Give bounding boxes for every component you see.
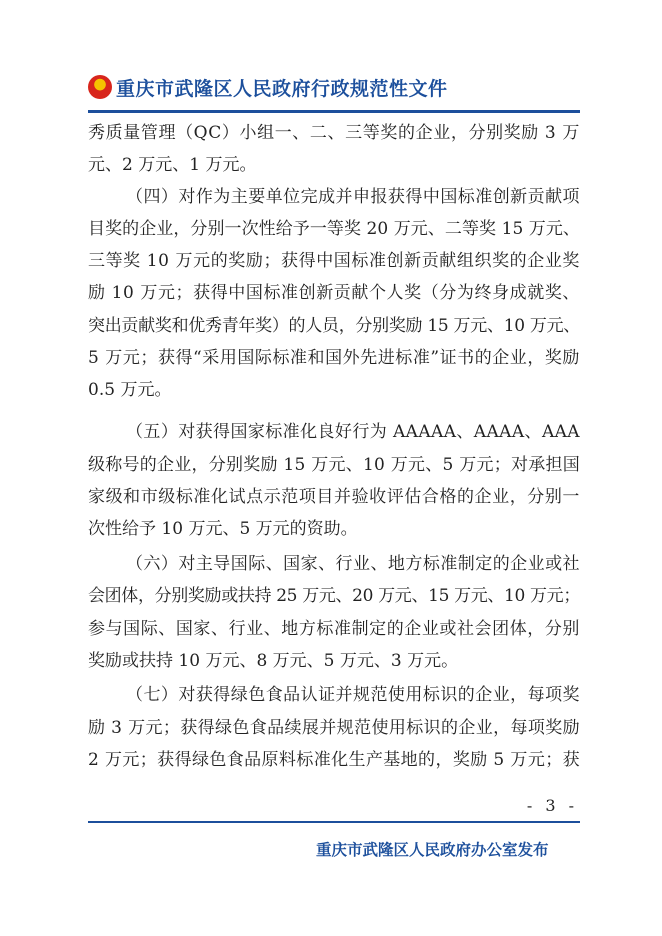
national-emblem-icon <box>88 75 112 99</box>
paragraph-6-start: （六）对主导国际、国家、行业、地方标准制定的企业或社 <box>126 554 581 574</box>
body-line: 元、2 万元、1 万元。 <box>88 155 257 175</box>
body-line: 励 3 万元；获得绿色食品续展并规范使用标识的企业，每项奖励 <box>88 718 580 738</box>
body-line: 5 万元；获得“采用国际标准和国外先进标准”证书的企业，奖励 <box>88 348 580 368</box>
body-line: 三等奖 10 万元的奖励；获得中国标准创新贡献组织奖的企业奖 <box>88 251 580 271</box>
body-line: 家级和市级标准化试点示范项目并验收评估合格的企业，分别一 <box>88 487 580 507</box>
body-line: 级称号的企业，分别奖励 15 万元、10 万元、5 万元；对承担国 <box>88 455 580 475</box>
header-title: 重庆市武隆区人民政府行政规范性文件 <box>116 77 448 100</box>
paragraph-5-start: （五）对获得国家标准化良好行为 AAAAA、AAAA、AAA <box>126 422 580 442</box>
page-number: - 3 - <box>526 796 578 815</box>
body-line: 奖励或扶持 10 万元、8 万元、5 万元、3 万元。 <box>88 651 459 671</box>
body-line: 励 10 万元；获得中国标准创新贡献个人奖（分为终身成就奖、 <box>88 283 580 303</box>
body-line: 会团体，分别奖励或扶持 25 万元、20 万元、15 万元、10 万元； <box>88 586 580 606</box>
body-line: 秀质量管理（QC）小组一、二、三等奖的企业，分别奖励 3 万 <box>88 123 580 143</box>
body-line: 目奖的企业，分别一次性给予一等奖 20 万元、二等奖 15 万元、 <box>88 219 580 239</box>
paragraph-4-start: （四）对作为主要单位完成并申报获得中国标准创新贡献项 <box>126 187 581 207</box>
body-line: 2 万元；获得绿色食品原料标准化生产基地的，奖励 5 万元；获 <box>88 750 580 770</box>
body-line: 突出贡献奖和优秀青年奖）的人员，分别奖励 15 万元、10 万元、 <box>88 316 581 336</box>
footer-publisher: 重庆市武隆区人民政府办公室发布 <box>316 841 549 859</box>
paragraph-7-start: （七）对获得绿色食品认证并规范使用标识的企业，每项奖 <box>126 685 581 705</box>
header-divider <box>88 110 580 113</box>
document-header <box>88 74 448 100</box>
footer-divider <box>88 821 580 823</box>
body-line: 参与国际、国家、行业、地方标准制定的企业或社会团体，分别 <box>88 619 580 639</box>
body-line: 0.5 万元。 <box>88 380 172 400</box>
body-line: 次性给予 10 万元、5 万元的资助。 <box>88 519 358 539</box>
